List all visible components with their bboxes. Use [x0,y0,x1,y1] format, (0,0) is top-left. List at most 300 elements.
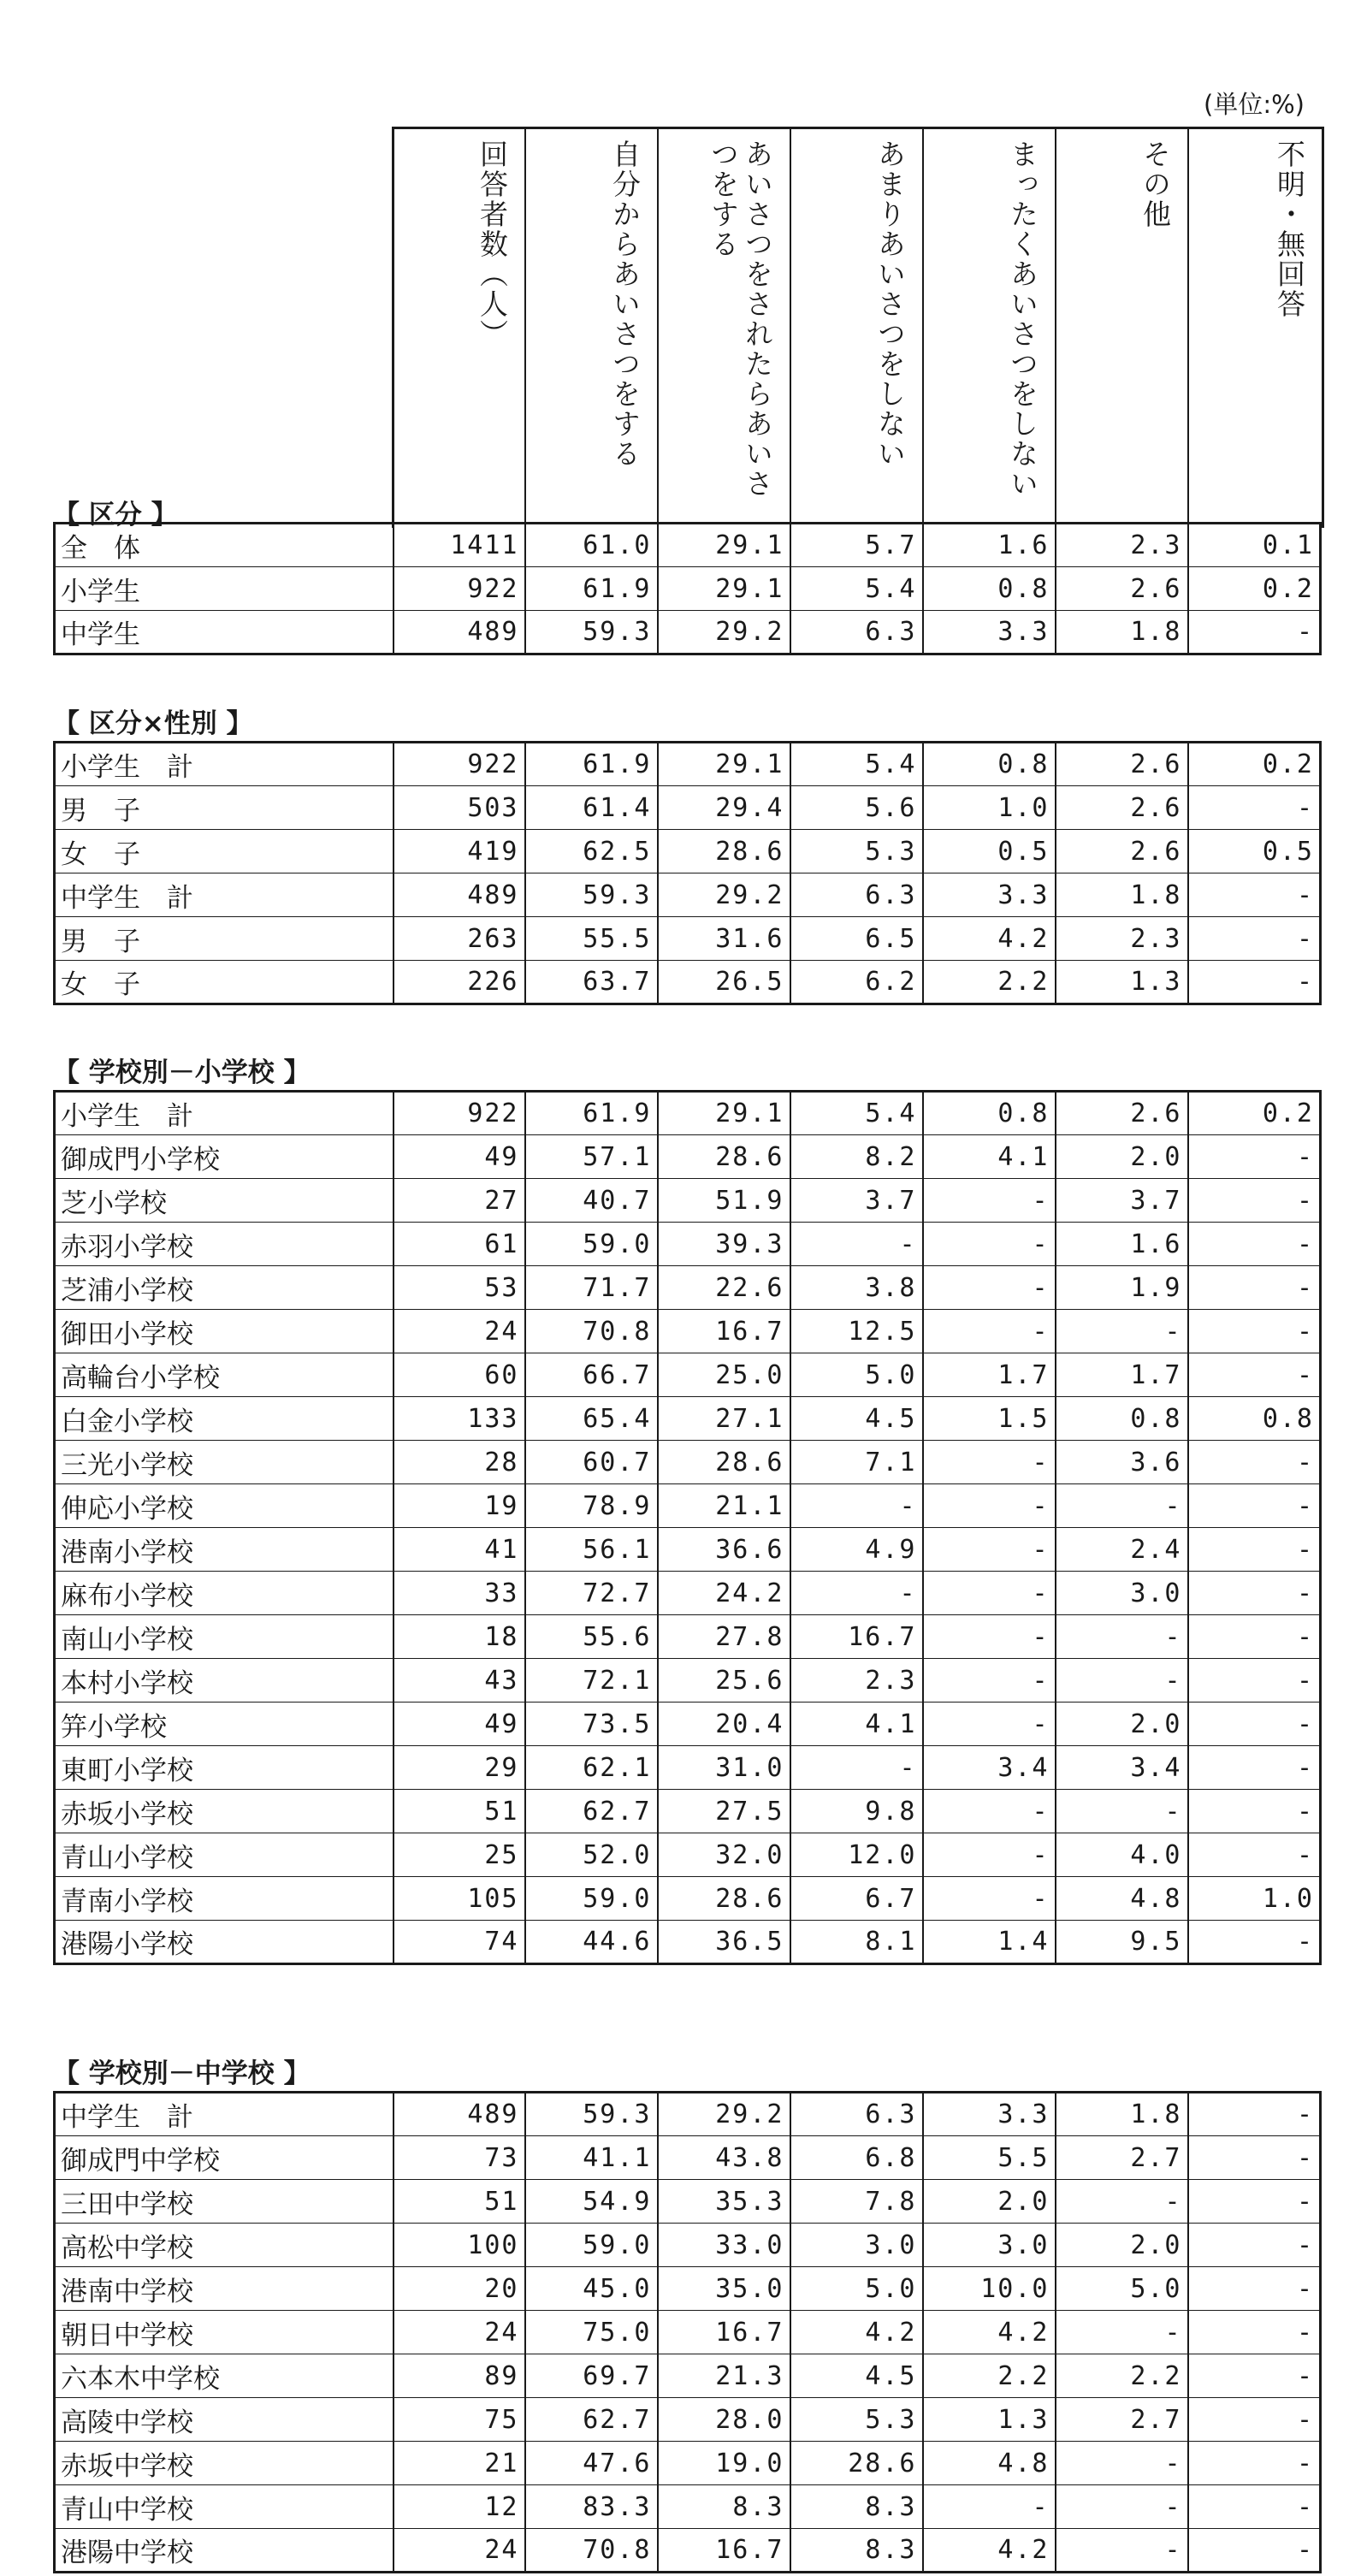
cell-value: 0.5 [1188,830,1321,873]
cell-value: 2.7 [1056,2398,1188,2442]
cell-value: - [1188,1572,1321,1615]
cell-value: 36.6 [658,1528,790,1572]
cell-value: 5.3 [790,2398,923,2442]
cell-value: 2.6 [1056,786,1188,830]
column-header-6 [1189,129,1322,528]
cell-value: 2.3 [1056,917,1188,961]
cell-value: - [923,1572,1056,1615]
table-row [55,2224,1321,2267]
column-header-label: あまりあいさつをしない [873,139,907,469]
column-header-0 [394,129,526,528]
table-row [55,1921,1321,1964]
table-row [55,830,1321,873]
cell-value: 52.0 [525,1833,658,1877]
cell-value: 3.4 [1056,1746,1188,1790]
cell-value: 56.1 [525,1528,658,1572]
cell-value: 19 [394,1484,525,1528]
cell-value: 3.0 [1056,1572,1188,1615]
cell-value: 3.0 [790,2224,923,2267]
cell-value: 6.3 [790,873,923,917]
cell-value: 5.5 [923,2136,1056,2180]
cell-value: 5.0 [790,2267,923,2311]
row-label: 高輪台小学校 [55,1353,394,1397]
table-row [55,1833,1321,1877]
column-header-label: 不明・無回答 [1273,139,1306,319]
cell-value: 0.5 [923,830,1056,873]
table-row [55,1266,1321,1310]
cell-value: 4.9 [790,1528,923,1572]
row-label: 中学生 [55,611,394,654]
cell-value: 4.2 [790,2311,923,2354]
cell-value: 2.7 [1056,2136,1188,2180]
cell-value: 4.5 [790,1397,923,1441]
cell-value: 49 [394,1135,525,1179]
cell-value: 59.3 [525,611,658,654]
cell-value: 1.7 [923,1353,1056,1397]
cell-value: 2.6 [1056,830,1188,873]
row-label: 赤坂小学校 [55,1790,394,1833]
row-label: 青南小学校 [55,1877,394,1921]
cell-value: 6.5 [790,917,923,961]
cell-value: 922 [394,567,525,611]
cell-value: 74 [394,1921,525,1964]
row-label: 御成門小学校 [55,1135,394,1179]
row-label: 中学生 計 [55,2093,394,2136]
cell-value: 47.6 [525,2442,658,2485]
cell-value: 4.0 [1056,1833,1188,1877]
column-header-label: あいさつをされたらあいさつをする [707,139,774,499]
cell-value: 1.3 [1056,961,1188,1004]
cell-value: - [1056,1790,1188,1833]
cell-value: 7.1 [790,1441,923,1484]
cell-value: 12.0 [790,1833,923,1877]
cell-value: 10.0 [923,2267,1056,2311]
cell-value: - [1188,2267,1321,2311]
row-label: 芝小学校 [55,1179,394,1223]
cell-value: 1.9 [1056,1266,1188,1310]
cell-value: - [1188,1484,1321,1528]
table-row [55,1353,1321,1397]
cell-value: 65.4 [525,1397,658,1441]
cell-value: 27.1 [658,1397,790,1441]
row-label: 御田小学校 [55,1310,394,1353]
cell-value: 1.8 [1056,873,1188,917]
cell-value: 2.4 [1056,1528,1188,1572]
cell-value: - [1188,1615,1321,1659]
cell-value: 28.0 [658,2398,790,2442]
cell-value: 27.8 [658,1615,790,1659]
row-label: 白金小学校 [55,1397,394,1441]
cell-value: 59.0 [525,1877,658,1921]
cell-value: 2.0 [1056,2224,1188,2267]
cell-value: 5.0 [790,1353,923,1397]
cell-value: 24 [394,2311,525,2354]
cell-value: 8.2 [790,1135,923,1179]
cell-value: 61.9 [525,1092,658,1135]
cell-value: 28.6 [658,1441,790,1484]
cell-value: - [1056,1310,1188,1353]
cell-value: 922 [394,743,525,786]
cell-value: 55.6 [525,1615,658,1659]
table-row [55,1310,1321,1353]
cell-value: 5.4 [790,1092,923,1135]
cell-value: - [923,1877,1056,1921]
cell-value: 8.3 [658,2485,790,2529]
table-row [55,873,1321,917]
cell-value: 4.1 [790,1703,923,1746]
cell-value: 4.1 [923,1135,1056,1179]
cell-value: - [1188,786,1321,830]
cell-value: - [1056,2529,1188,2573]
section-title: 【 区分×性別 】 [53,708,253,739]
cell-value: 226 [394,961,525,1004]
cell-value: - [1188,1353,1321,1397]
cell-value: 62.1 [525,1746,658,1790]
cell-value: 41.1 [525,2136,658,2180]
cell-value: 105 [394,1877,525,1921]
cell-value: 12 [394,2485,525,2529]
unit-label: (単位:%) [1204,90,1305,119]
cell-value: 29.1 [658,743,790,786]
row-label: 東町小学校 [55,1746,394,1790]
cell-value: 5.3 [790,830,923,873]
cell-value: 4.8 [923,2442,1056,2485]
column-header-1 [526,129,659,528]
table-row [55,1746,1321,1790]
cell-value: 1.6 [1056,1223,1188,1266]
table-row [55,1135,1321,1179]
row-label: 全 体 [55,524,394,567]
cell-value: 89 [394,2354,525,2398]
row-label: 高松中学校 [55,2224,394,2267]
row-label: 南山小学校 [55,1615,394,1659]
cell-value: 0.8 [923,743,1056,786]
cell-value: 63.7 [525,961,658,1004]
table-row [55,1484,1321,1528]
cell-value: 29 [394,1746,525,1790]
cell-value: - [790,1746,923,1790]
column-header-3 [791,129,924,528]
table-row [55,917,1321,961]
cell-value: 75.0 [525,2311,658,2354]
table-row [55,2180,1321,2224]
cell-value: 4.2 [923,917,1056,961]
table-row [55,743,1321,786]
cell-value: 31.0 [658,1746,790,1790]
cell-value: - [1296,617,1314,647]
cell-value: 72.1 [525,1659,658,1703]
table-row [55,2529,1321,2573]
cell-value: 16.7 [790,1615,923,1659]
cell-value: 1.8 [1056,2093,1188,2136]
cell-value: 24 [394,1310,525,1353]
cell-value: 70.8 [525,1310,658,1353]
cell-value: - [1056,2442,1188,2485]
cell-value: 0.2 [1188,743,1321,786]
cell-value: - [1188,1266,1321,1310]
table-row [55,786,1321,830]
cell-value: - [1188,2485,1321,2529]
table-row [55,1703,1321,1746]
row-label: 青山小学校 [55,1833,394,1877]
row-label: 小学生 [55,567,394,611]
cell-value: - [1188,1703,1321,1746]
cell-value: 62.5 [525,830,658,873]
cell-value: - [923,1441,1056,1484]
cell-value: - [1188,1223,1321,1266]
cell-value: 36.5 [658,1921,790,1964]
cell-value: 6.7 [790,1877,923,1921]
cell-value: - [1056,2180,1188,2224]
cell-value: 61.4 [525,786,658,830]
row-label: 港陽小学校 [55,1921,394,1964]
cell-value: 27.5 [658,1790,790,1833]
cell-value: 3.7 [1056,1179,1188,1223]
cell-value: 4.2 [923,2311,1056,2354]
cell-value: - [923,1790,1056,1833]
cell-value: 3.4 [923,1746,1056,1790]
column-header-row [392,127,1324,528]
table-row [55,961,1321,1004]
table-row [55,1092,1321,1135]
cell-value: 59.0 [525,1223,658,1266]
cell-value: - [1188,2442,1321,2485]
cell-value: 4.5 [790,2354,923,2398]
table-row [55,2354,1321,2398]
cell-value: 61 [394,1223,525,1266]
cell-value: 1.6 [923,524,1056,567]
cell-value: - [923,1484,1056,1528]
cell-value: 12.5 [790,1310,923,1353]
cell-value: 72.7 [525,1572,658,1615]
cell-value: 3.8 [790,1266,923,1310]
cell-value: 1.5 [923,1397,1056,1441]
cell-value: 31.6 [658,917,790,961]
column-header-5 [1056,129,1189,528]
cell-value: 2.3 [790,1659,923,1703]
table-row [55,1441,1321,1484]
data-table [53,1090,1322,1965]
cell-value: 29.1 [658,1092,790,1135]
cell-value: - [1188,2093,1321,2136]
cell-value: 62.7 [525,1790,658,1833]
cell-value: - [923,2485,1056,2529]
row-label: 三田中学校 [55,2180,394,2224]
cell-value: - [923,1223,1056,1266]
cell-value: 28 [394,1441,525,1484]
cell-value: 16.7 [658,2529,790,2573]
column-header-label: その他 [1139,139,1172,229]
cell-value: 8.3 [790,2529,923,2573]
cell-value: 4.2 [923,2529,1056,2573]
row-label: 港南小学校 [55,1528,394,1572]
cell-value: - [1296,1927,1314,1957]
cell-value: 43.8 [658,2136,790,2180]
column-header-label: まったくあいさつをしない [1006,139,1039,499]
cell-value: 6.8 [790,2136,923,2180]
cell-value: - [923,1659,1056,1703]
cell-value: 0.8 [1188,1397,1321,1441]
table-row [55,1790,1321,1833]
cell-value: 6.3 [790,2093,923,2136]
table-row [55,1615,1321,1659]
cell-value: 2.2 [923,2354,1056,2398]
table-row [55,524,1321,567]
cell-value: 1.4 [923,1921,1056,1964]
row-label: 港南中学校 [55,2267,394,2311]
table-row [55,1659,1321,1703]
cell-value: - [1188,2311,1321,2354]
cell-value: 51 [394,1790,525,1833]
column-header-label: 回答者数（人） [476,139,509,349]
cell-value: 71.7 [525,1266,658,1310]
cell-value: 2.2 [1056,2354,1188,2398]
cell-value: 75 [394,2398,525,2442]
cell-value: - [923,1615,1056,1659]
cell-value: 28.6 [790,2442,923,2485]
cell-value: 3.0 [923,2224,1056,2267]
cell-value: 29.2 [658,2093,790,2136]
cell-value: 61.9 [525,567,658,611]
cell-value: - [790,1223,923,1266]
cell-value: - [1188,2354,1321,2398]
cell-value: 29.4 [658,786,790,830]
column-header-label: 自分からあいさつをする [608,139,642,469]
cell-value: - [1188,1179,1321,1223]
row-label: 女 子 [55,830,394,873]
cell-value: 35.0 [658,2267,790,2311]
section-title: 【 区分 】 [53,500,178,530]
table-row [55,2267,1321,2311]
cell-value: 9.5 [1056,1921,1188,1964]
cell-value: 33 [394,1572,525,1615]
cell-value: 8.3 [790,2485,923,2529]
cell-value: 28.6 [658,830,790,873]
cell-value: 25 [394,1833,525,1877]
table-row [55,611,1321,654]
cell-value: - [1296,2535,1314,2565]
cell-value: 59.0 [525,2224,658,2267]
cell-value: 2.6 [1056,1092,1188,1135]
cell-value: 59.3 [525,2093,658,2136]
cell-value: 16.7 [658,2311,790,2354]
table-row [55,2093,1321,2136]
cell-value: - [1056,2485,1188,2529]
cell-value: - [1188,2180,1321,2224]
row-label: 御成門中学校 [55,2136,394,2180]
cell-value: 8.1 [790,1921,923,1964]
cell-value: 5.4 [790,743,923,786]
cell-value: 29.1 [658,524,790,567]
cell-value: - [1188,1659,1321,1703]
cell-value: - [1056,2311,1188,2354]
cell-value: 20.4 [658,1703,790,1746]
cell-value: - [790,1484,923,1528]
cell-value: 419 [394,830,525,873]
cell-value: 503 [394,786,525,830]
cell-value: - [1188,2398,1321,2442]
cell-value: - [1296,967,1314,997]
table-row [55,1528,1321,1572]
cell-value: 5.6 [790,786,923,830]
section-title: 【 学校別－中学校 】 [53,2058,311,2089]
row-label: 朝日中学校 [55,2311,394,2354]
cell-value: 25.6 [658,1659,790,1703]
cell-value: 1.0 [1188,1877,1321,1921]
cell-value: 73.5 [525,1703,658,1746]
row-label: 芝浦小学校 [55,1266,394,1310]
cell-value: - [923,1703,1056,1746]
cell-value: 0.2 [1188,567,1321,611]
cell-value: 7.8 [790,2180,923,2224]
cell-value: 45.0 [525,2267,658,2311]
cell-value: 69.7 [525,2354,658,2398]
cell-value: 1411 [394,524,525,567]
cell-value: 489 [394,873,525,917]
cell-value: 29.2 [658,873,790,917]
row-label: 港陽中学校 [55,2529,394,2573]
cell-value: 21 [394,2442,525,2485]
cell-value: 0.8 [923,1092,1056,1135]
cell-value: 40.7 [525,1179,658,1223]
cell-value: - [1188,2136,1321,2180]
cell-value: 2.2 [923,961,1056,1004]
cell-value: - [1188,873,1321,917]
cell-value: 27 [394,1179,525,1223]
row-label: 本村小学校 [55,1659,394,1703]
cell-value: 0.8 [923,567,1056,611]
cell-value: 60.7 [525,1441,658,1484]
cell-value: 28.6 [658,1135,790,1179]
cell-value: 263 [394,917,525,961]
cell-value: 35.3 [658,2180,790,2224]
cell-value: 0.2 [1188,1092,1321,1135]
cell-value: - [1188,1135,1321,1179]
cell-value: 9.8 [790,1790,923,1833]
table-row [55,1877,1321,1921]
cell-value: 59.3 [525,873,658,917]
cell-value: - [1056,1659,1188,1703]
row-label: 高陵中学校 [55,2398,394,2442]
cell-value: 73 [394,2136,525,2180]
cell-value: - [1188,1441,1321,1484]
cell-value: 2.0 [1056,1135,1188,1179]
row-label: 小学生 計 [55,743,394,786]
row-label: 男 子 [55,917,394,961]
cell-value: - [1188,2224,1321,2267]
cell-value: 5.7 [790,524,923,567]
cell-value: 1.3 [923,2398,1056,2442]
row-label: 三光小学校 [55,1441,394,1484]
row-label: 笄小学校 [55,1703,394,1746]
cell-value: 3.7 [790,1179,923,1223]
cell-value: 61.9 [525,743,658,786]
cell-value: - [790,1572,923,1615]
cell-value: 49 [394,1703,525,1746]
row-label: 赤羽小学校 [55,1223,394,1266]
cell-value: 20 [394,2267,525,2311]
cell-value: 28.6 [658,1877,790,1921]
cell-value: - [1188,1310,1321,1353]
cell-value: - [1188,917,1321,961]
cell-value: 55.5 [525,917,658,961]
cell-value: 0.8 [1056,1397,1188,1441]
row-label: 男 子 [55,786,394,830]
cell-value: 78.9 [525,1484,658,1528]
cell-value: 70.8 [525,2529,658,2573]
data-table [53,741,1322,1005]
table-row [55,2398,1321,2442]
